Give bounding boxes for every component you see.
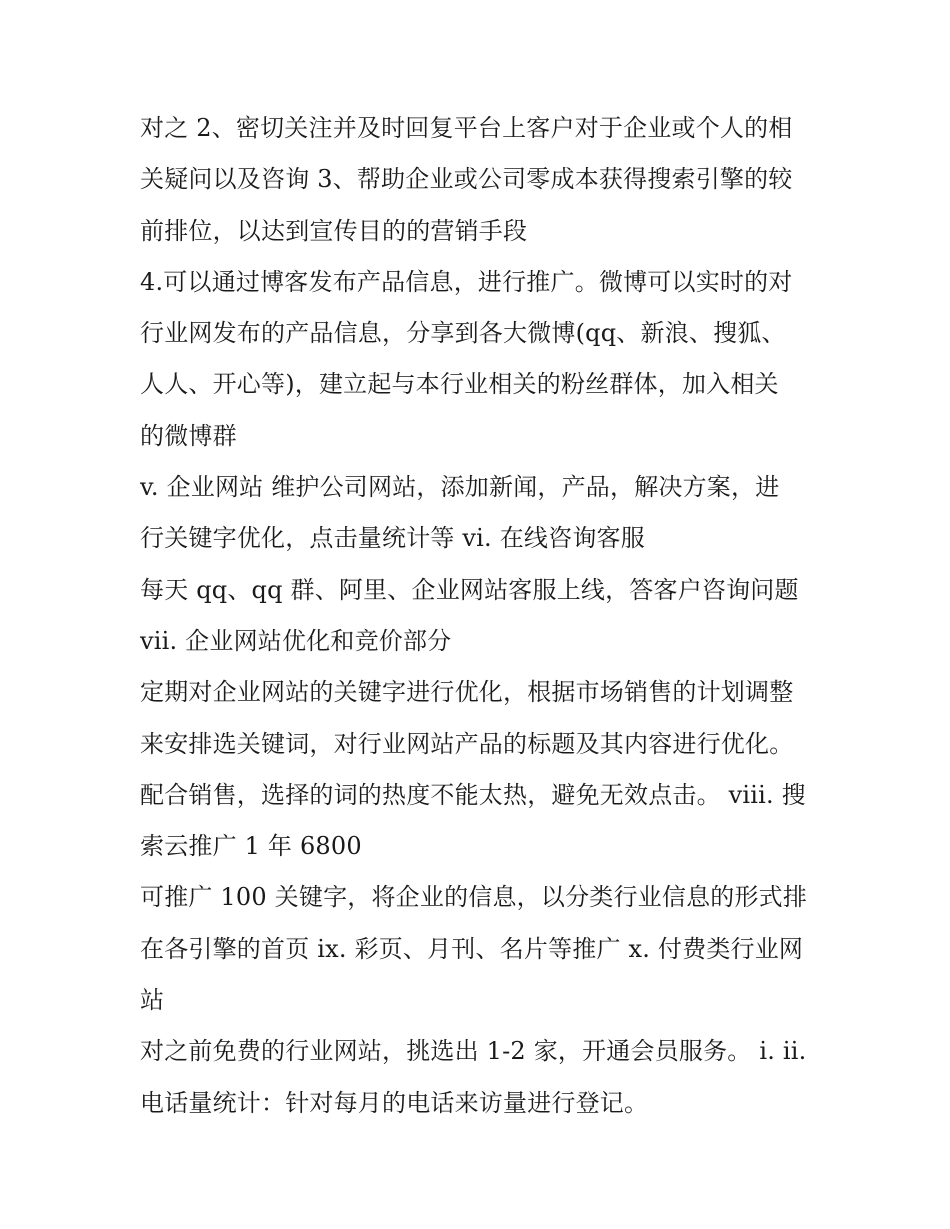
text-line-12: 定期对企业网站的关键字进行优化，根据市场销售的计划调整 [140, 678, 794, 707]
document-body [140, 103, 820, 1129]
text-line-4: 4.可以通过博客发布产品信息，进行推广。微博可以实时的对 [140, 267, 793, 296]
text-line-5: 行业网发布的产品信息，分享到各大微博(qq、新浪、搜狐、 [140, 319, 786, 348]
text-line-16: 可推广 100 关键字，将企业的信息，以分类行业信息的形式排 [140, 883, 808, 912]
text-line-20: 电话量统计：针对每月的电话来访量进行登记。 [140, 1088, 649, 1117]
text-line-17: 在各引擎的首页 ix. 彩页、月刊、名片等推广 x. 付费类行业网 [140, 934, 804, 963]
text-line-7: 的微博群 [140, 421, 237, 450]
text-line-14: 配合销售，选择的词的热度不能太热，避免无效点击。 viii. 搜 [140, 780, 806, 809]
text-line-3: 前排位，以达到宣传目的的营销手段 [140, 216, 528, 245]
text-line-19: 对之前免费的行业网站，挑选出 1-2 家，开通会员服务。 i. ii. [140, 1037, 807, 1066]
text-line-18: 站 [140, 986, 165, 1015]
text-line-6: 人人、开心等)，建立起与本行业相关的粉丝群体，加入相关 [140, 370, 779, 399]
text-line-2: 关疑问以及咨询 3、帮助企业或公司零成本获得搜索引擎的较 [140, 165, 793, 194]
text-line-15: 索云推广 1 年 6800 [140, 832, 362, 861]
text-line-8: v. 企业网站 维护公司网站，添加新闻，产品，解决方案，进 [140, 473, 780, 502]
text-line-1: 对之 2、密切关注并及时回复平台上客户对于企业或个人的相 [140, 114, 793, 142]
text-line-9: 行关键字优化，点击量统计等 vi. 在线咨询客服 [140, 524, 645, 553]
text-line-10: 每天 qq、qq 群、阿里、企业网站客服上线，答客户咨询问题 [140, 575, 799, 604]
text-line-11: vii. 企业网站优化和竞价部分 [140, 626, 452, 655]
text-line-13: 来安排选关键词，对行业网站产品的标题及其内容进行优化。 [140, 729, 794, 758]
